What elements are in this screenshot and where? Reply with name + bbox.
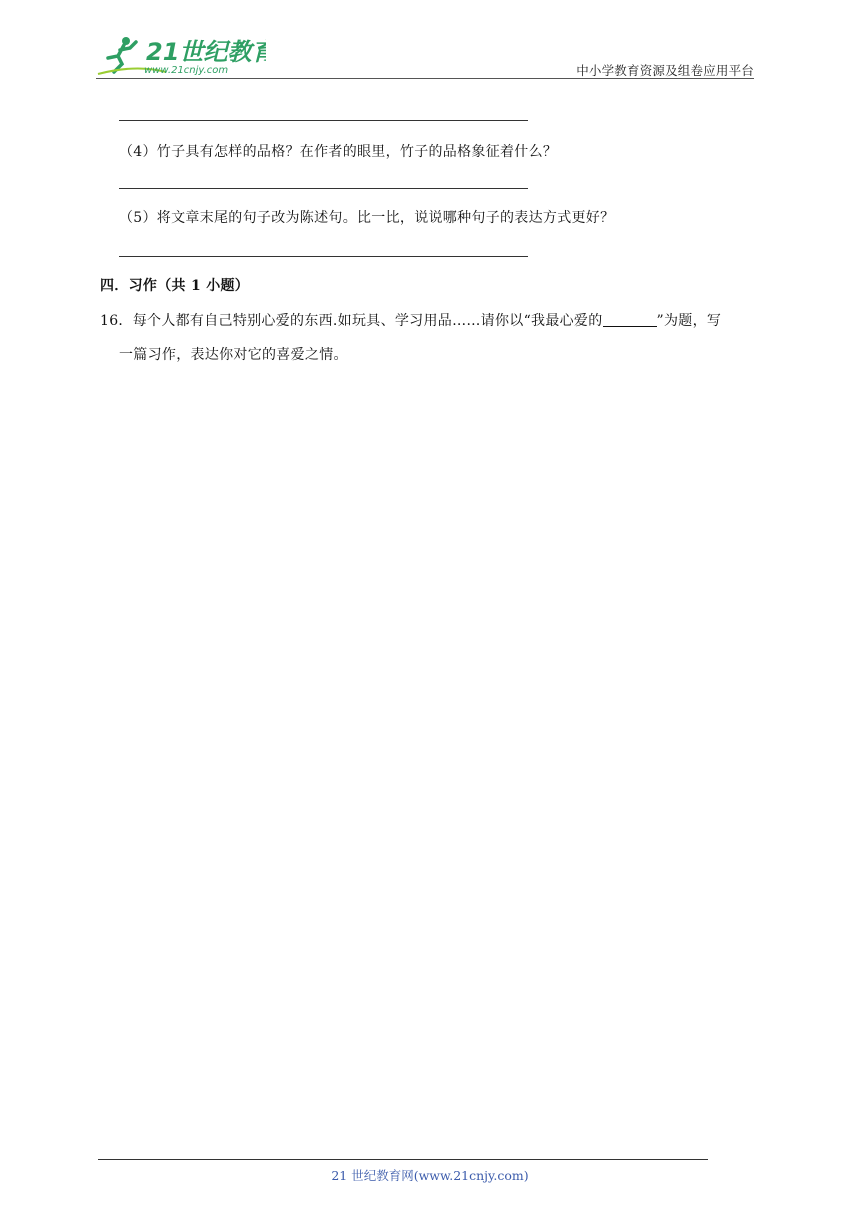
answer-line-5 bbox=[119, 256, 528, 257]
site-logo bbox=[96, 34, 266, 78]
answer-line-3 bbox=[119, 120, 528, 121]
question-16 bbox=[100, 310, 721, 330]
question-16-text-part1: 每个人都有自己特别心爱的东西.如玩具、学习用品……请你以“我最心爱的 bbox=[132, 313, 603, 329]
question-5: （5）将文章末尾的句子改为陈述句。比一比，说说哪种句子的表达方式更好？ bbox=[119, 210, 615, 226]
footer-divider bbox=[98, 1159, 708, 1160]
question-number: 16． bbox=[100, 313, 133, 329]
runner-logo-icon bbox=[96, 34, 266, 78]
question-4: （4）竹子具有怎样的品格？在作者的眼里，竹子的品格象征着什么？ bbox=[119, 144, 558, 160]
header-divider bbox=[96, 78, 754, 79]
answer-line-4 bbox=[119, 188, 528, 189]
question-16-line2: 一篇习作，表达你对它的喜爱之情。 bbox=[119, 347, 348, 363]
logo-url-text: www.21cnjy.com bbox=[144, 65, 229, 76]
logo-main-text: 21世纪教育 bbox=[146, 38, 266, 66]
question-16-text-part2: ”为题，写 bbox=[656, 313, 722, 329]
fill-blank bbox=[603, 312, 657, 327]
footer-text: 21 世纪教育网(www.21cnjy.com) bbox=[331, 1168, 529, 1183]
platform-title: 中小学教育资源及组卷应用平台 bbox=[576, 63, 754, 78]
section-title: 四．习作（共 1 小题） bbox=[100, 278, 250, 294]
